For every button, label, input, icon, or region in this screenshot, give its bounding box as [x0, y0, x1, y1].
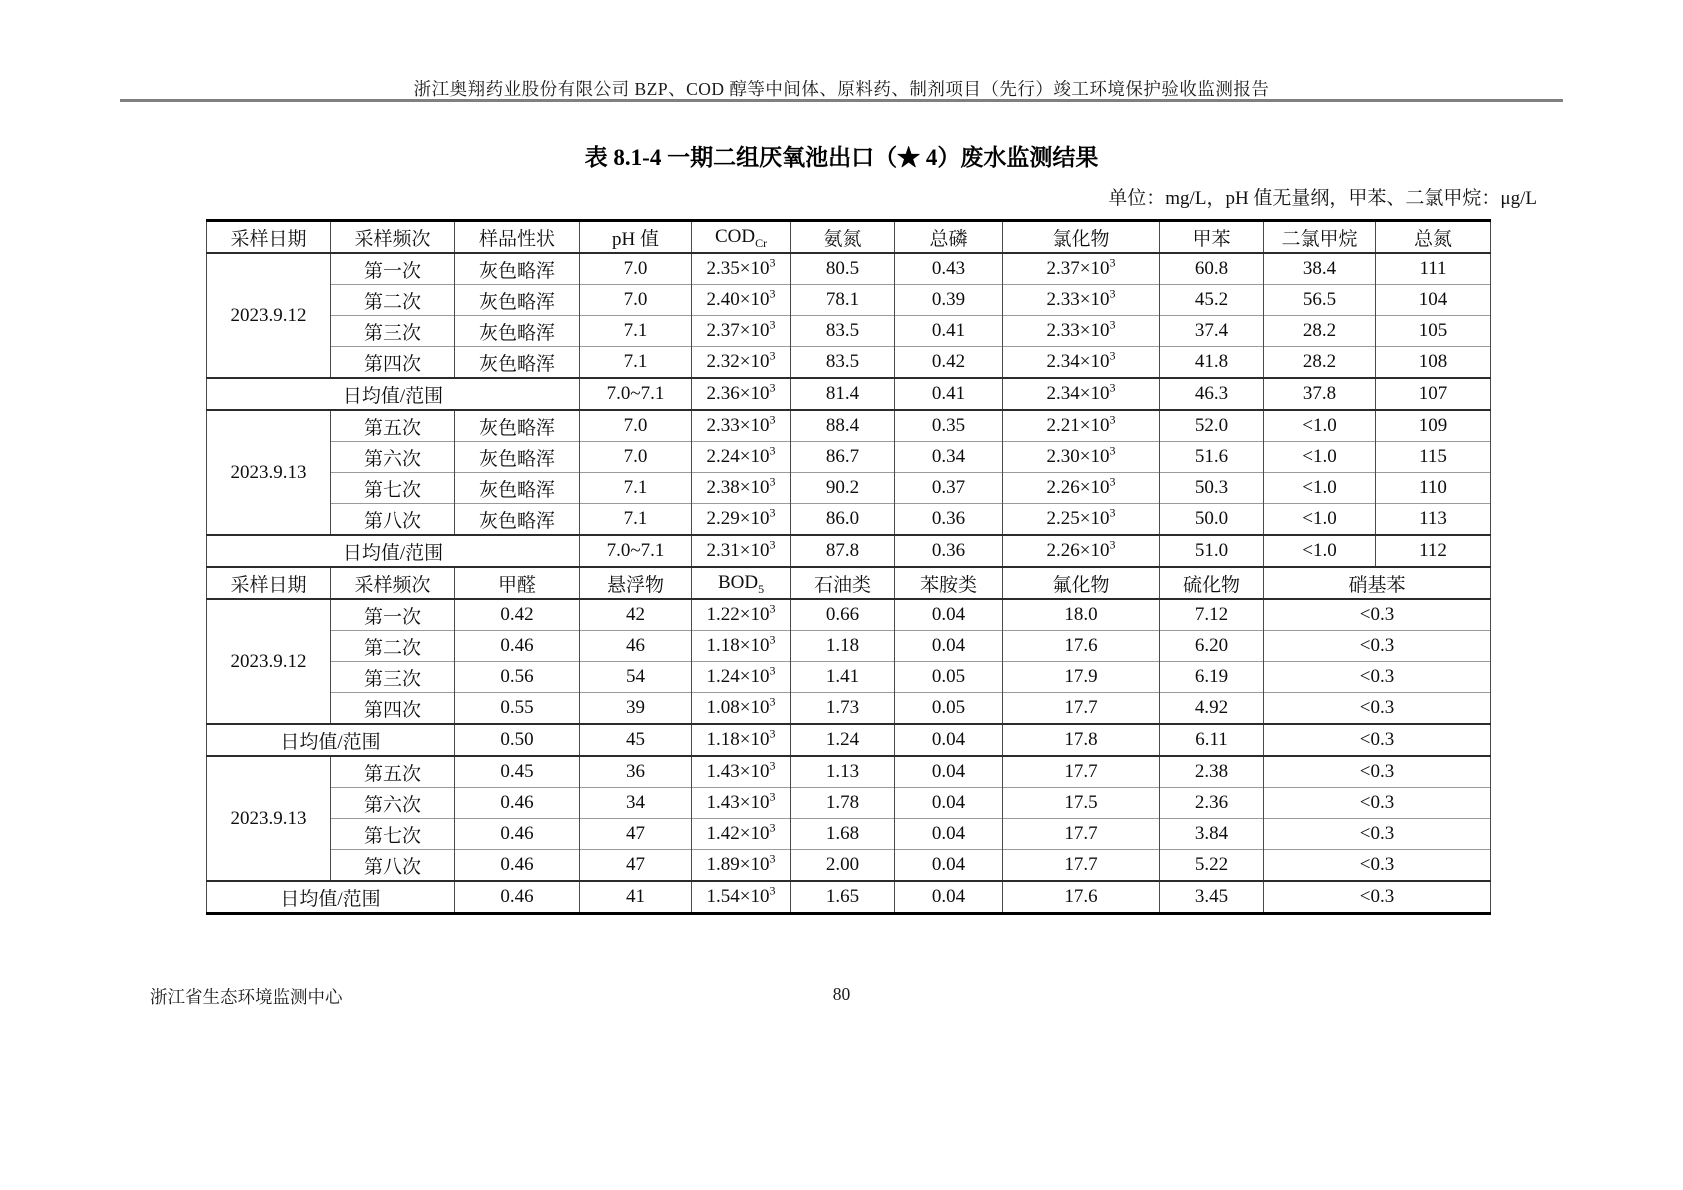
page-number: 80	[832, 984, 851, 1004]
daily-average-label-cell: 日均值/范围	[207, 724, 455, 756]
value-cell: 1.13	[791, 756, 895, 788]
column-header-cell: 氟化物	[1003, 567, 1160, 599]
table-title: 表 8.1-4 一期二组厌氧池出口（★ 4）废水监测结果	[584, 145, 1099, 170]
value-cell: <0.3	[1264, 599, 1491, 631]
value-cell: 2.38	[1160, 756, 1264, 788]
monitoring-table	[206, 219, 1491, 915]
value-cell: $1.54\times 10^3$	[692, 881, 791, 914]
value-cell: 42	[580, 599, 692, 631]
value-cell: 灰色略浑	[455, 253, 580, 285]
value-cell: 78.1	[791, 285, 895, 316]
value-cell: 第二次	[331, 631, 455, 662]
value-cell: 18.0	[1003, 599, 1160, 631]
value-cell: 6.11	[1160, 724, 1264, 756]
header-divider-line	[120, 99, 1563, 102]
value-cell: 60.8	[1160, 253, 1264, 285]
value-cell: 3.45	[1160, 881, 1264, 914]
value-cell: 灰色略浑	[455, 316, 580, 347]
value-cell: 第七次	[331, 819, 455, 850]
value-cell: 37.4	[1160, 316, 1264, 347]
value-cell: 47	[580, 850, 692, 882]
value-cell: $2.25\times 10^3$	[1003, 504, 1160, 536]
value-cell: 第五次	[331, 410, 455, 442]
value-cell: 第八次	[331, 850, 455, 882]
value-cell: 54	[580, 662, 692, 693]
value-cell: 36	[580, 756, 692, 788]
column-header-cell: 采样日期	[207, 221, 331, 254]
column-header-cell: 氯化物	[1003, 221, 1160, 254]
value-cell: 50.3	[1160, 473, 1264, 504]
column-header-cell: 硫化物	[1160, 567, 1264, 599]
value-cell: 7.12	[1160, 599, 1264, 631]
value-cell: 17.7	[1003, 819, 1160, 850]
column-header-cell: 石油类	[791, 567, 895, 599]
value-cell: 17.6	[1003, 631, 1160, 662]
value-cell: 56.5	[1264, 285, 1376, 316]
value-cell: 86.0	[791, 504, 895, 536]
value-cell: 7.0~7.1	[580, 535, 692, 567]
value-cell: 7.0	[580, 285, 692, 316]
value-cell: $1.22\times 10^3$	[692, 599, 791, 631]
value-cell: 1.78	[791, 788, 895, 819]
value-cell: $1.42\times 10^3$	[692, 819, 791, 850]
value-cell: 83.5	[791, 347, 895, 379]
value-cell: $1.43\times 10^3$	[692, 788, 791, 819]
value-cell: <0.3	[1264, 662, 1491, 693]
value-cell: 0.46	[455, 788, 580, 819]
value-cell: 39	[580, 693, 692, 725]
value-cell: 0.39	[895, 285, 1003, 316]
value-cell: $2.30\times 10^3$	[1003, 442, 1160, 473]
value-cell: 51.6	[1160, 442, 1264, 473]
value-cell: 第三次	[331, 662, 455, 693]
column-header-cell: 氨氮	[791, 221, 895, 254]
column-header-cell: 采样日期	[207, 567, 331, 599]
sample-date-cell: 2023.9.13	[207, 756, 331, 881]
value-cell: $2.32\times 10^3$	[692, 347, 791, 379]
value-cell: 0.04	[895, 756, 1003, 788]
value-cell: 107	[1376, 378, 1491, 410]
value-cell: 80.5	[791, 253, 895, 285]
value-cell: 0.42	[895, 347, 1003, 379]
value-cell: 50.0	[1160, 504, 1264, 536]
value-cell: 0.04	[895, 881, 1003, 914]
daily-average-label-cell: 日均值/范围	[207, 378, 580, 410]
value-cell: 7.1	[580, 473, 692, 504]
value-cell: $2.38\times 10^3$	[692, 473, 791, 504]
value-cell: 47	[580, 819, 692, 850]
value-cell: $2.34\times 10^3$	[1003, 347, 1160, 379]
value-cell: 0.46	[455, 631, 580, 662]
value-cell: 17.7	[1003, 756, 1160, 788]
value-cell: 7.1	[580, 316, 692, 347]
value-cell: 0.04	[895, 819, 1003, 850]
column-header-cell: 采样频次	[331, 567, 455, 599]
value-cell: 2.00	[791, 850, 895, 882]
value-cell: 第七次	[331, 473, 455, 504]
value-cell: 110	[1376, 473, 1491, 504]
value-cell: 115	[1376, 442, 1491, 473]
value-cell: 0.36	[895, 504, 1003, 536]
value-cell: 113	[1376, 504, 1491, 536]
value-cell: 0.42	[455, 599, 580, 631]
value-cell: 17.5	[1003, 788, 1160, 819]
value-cell: $1.08\times 10^3$	[692, 693, 791, 725]
value-cell: 0.04	[895, 724, 1003, 756]
value-cell: <1.0	[1264, 473, 1376, 504]
value-cell: 45.2	[1160, 285, 1264, 316]
value-cell: $2.24\times 10^3$	[692, 442, 791, 473]
column-header-cell: 二氯甲烷	[1264, 221, 1376, 254]
column-header-cell: 总磷	[895, 221, 1003, 254]
value-cell: 0.34	[895, 442, 1003, 473]
value-cell: 81.4	[791, 378, 895, 410]
column-header-cell: 悬浮物	[580, 567, 692, 599]
value-cell: 88.4	[791, 410, 895, 442]
value-cell: 0.04	[895, 631, 1003, 662]
value-cell: $1.24\times 10^3$	[692, 662, 791, 693]
value-cell: 41	[580, 881, 692, 914]
value-cell: 0.43	[895, 253, 1003, 285]
value-cell: $2.37\times 10^3$	[692, 316, 791, 347]
value-cell: 83.5	[791, 316, 895, 347]
daily-average-label-cell: <0.3	[1264, 724, 1491, 756]
value-cell: $1.18\times 10^3$	[692, 631, 791, 662]
value-cell: $2.21\times 10^3$	[1003, 410, 1160, 442]
value-cell: $2.36\times 10^3$	[692, 378, 791, 410]
value-cell: 第六次	[331, 442, 455, 473]
value-cell: <1.0	[1264, 410, 1376, 442]
daily-average-label-cell: <0.3	[1264, 881, 1491, 914]
value-cell: 46.3	[1160, 378, 1264, 410]
value-cell: $2.35\times 10^3$	[692, 253, 791, 285]
value-cell: 7.1	[580, 347, 692, 379]
value-cell: 第六次	[331, 788, 455, 819]
value-cell: 0.45	[455, 756, 580, 788]
value-cell: $2.26\times 10^3$	[1003, 473, 1160, 504]
daily-average-label-cell: 日均值/范围	[207, 535, 580, 567]
value-cell: 108	[1376, 347, 1491, 379]
value-cell: $1.18\times 10^3$	[692, 724, 791, 756]
value-cell: 46	[580, 631, 692, 662]
value-cell: <0.3	[1264, 819, 1491, 850]
unit-note: 单位：mg/L，pH 值无量纲，甲苯、二氯甲烷：μg/L	[1108, 188, 1537, 209]
value-cell: 112	[1376, 535, 1491, 567]
value-cell: 0.04	[895, 788, 1003, 819]
monitoring-table-body	[207, 221, 1491, 914]
value-cell: <0.3	[1264, 756, 1491, 788]
value-cell: 3.84	[1160, 819, 1264, 850]
value-cell: 17.7	[1003, 850, 1160, 882]
value-cell: 6.19	[1160, 662, 1264, 693]
value-cell: 38.4	[1264, 253, 1376, 285]
value-cell: <1.0	[1264, 504, 1376, 536]
value-cell: 6.20	[1160, 631, 1264, 662]
value-cell: 0.55	[455, 693, 580, 725]
value-cell: 7.0~7.1	[580, 378, 692, 410]
value-cell: 第四次	[331, 693, 455, 725]
value-cell: 0.05	[895, 662, 1003, 693]
value-cell: 灰色略浑	[455, 347, 580, 379]
value-cell: 0.66	[791, 599, 895, 631]
value-cell: 37.8	[1264, 378, 1376, 410]
value-cell: 7.1	[580, 504, 692, 536]
value-cell: 0.05	[895, 693, 1003, 725]
value-cell: 5.22	[1160, 850, 1264, 882]
value-cell: 28.2	[1264, 347, 1376, 379]
value-cell: 1.68	[791, 819, 895, 850]
value-cell: 1.41	[791, 662, 895, 693]
value-cell: 7.0	[580, 253, 692, 285]
footer-organization: 浙江省生态环境监测中心	[150, 987, 343, 1007]
value-cell: 4.92	[1160, 693, 1264, 725]
value-cell: 105	[1376, 316, 1491, 347]
value-cell: $2.33\times 10^3$	[692, 410, 791, 442]
table-container	[206, 219, 1491, 915]
value-cell: <1.0	[1264, 442, 1376, 473]
sample-date-cell: 2023.9.12	[207, 599, 331, 724]
column-header-cell: pH 值	[580, 221, 692, 254]
value-cell: 第五次	[331, 756, 455, 788]
value-cell: 0.41	[895, 378, 1003, 410]
value-cell: 17.8	[1003, 724, 1160, 756]
column-header-cell: 总氮	[1376, 221, 1491, 254]
value-cell: 52.0	[1160, 410, 1264, 442]
value-cell: 28.2	[1264, 316, 1376, 347]
value-cell: 第一次	[331, 599, 455, 631]
value-cell: 灰色略浑	[455, 473, 580, 504]
value-cell: 2.36	[1160, 788, 1264, 819]
value-cell: $2.31\times 10^3$	[692, 535, 791, 567]
value-cell: 灰色略浑	[455, 504, 580, 536]
value-cell: <1.0	[1264, 535, 1376, 567]
column-header-cell: $COD_{Cr}$	[692, 221, 791, 254]
value-cell: 第一次	[331, 253, 455, 285]
daily-average-label-cell: 日均值/范围	[207, 881, 455, 914]
document-header-text: 浙江奥翔药业股份有限公司 BZP、COD 醇等中间体、原料药、制剂项目（先行）竣工环境保护验收监测报告	[413, 79, 1270, 99]
value-cell: 41.8	[1160, 347, 1264, 379]
value-cell: 109	[1376, 410, 1491, 442]
value-cell: 1.73	[791, 693, 895, 725]
value-cell: $2.37\times 10^3$	[1003, 253, 1160, 285]
value-cell: 0.50	[455, 724, 580, 756]
value-cell: 1.18	[791, 631, 895, 662]
value-cell: <0.3	[1264, 850, 1491, 882]
value-cell: 0.37	[895, 473, 1003, 504]
sample-date-cell: 2023.9.12	[207, 253, 331, 378]
value-cell: 0.46	[455, 850, 580, 882]
column-header-cell: 采样频次	[331, 221, 455, 254]
value-cell: 17.9	[1003, 662, 1160, 693]
value-cell: 104	[1376, 285, 1491, 316]
value-cell: 86.7	[791, 442, 895, 473]
value-cell: 0.04	[895, 599, 1003, 631]
value-cell: 34	[580, 788, 692, 819]
value-cell: <0.3	[1264, 693, 1491, 725]
value-cell: 90.2	[791, 473, 895, 504]
value-cell: 0.36	[895, 535, 1003, 567]
value-cell: 45	[580, 724, 692, 756]
value-cell: 0.56	[455, 662, 580, 693]
column-header-cell: 甲苯	[1160, 221, 1264, 254]
value-cell: $2.34\times 10^3$	[1003, 378, 1160, 410]
value-cell: 0.35	[895, 410, 1003, 442]
value-cell: 灰色略浑	[455, 410, 580, 442]
value-cell: 灰色略浑	[455, 442, 580, 473]
value-cell: 17.7	[1003, 693, 1160, 725]
value-cell: 7.0	[580, 410, 692, 442]
value-cell: 第八次	[331, 504, 455, 536]
value-cell: 0.46	[455, 881, 580, 914]
value-cell: 0.46	[455, 819, 580, 850]
value-cell: <0.3	[1264, 631, 1491, 662]
value-cell: $2.40\times 10^3$	[692, 285, 791, 316]
value-cell: 111	[1376, 253, 1491, 285]
value-cell: $2.26\times 10^3$	[1003, 535, 1160, 567]
value-cell: 第四次	[331, 347, 455, 379]
value-cell: 87.8	[791, 535, 895, 567]
value-cell: $2.33\times 10^3$	[1003, 316, 1160, 347]
value-cell: 0.04	[895, 850, 1003, 882]
column-header-cell: $BOD_5$	[692, 567, 791, 599]
value-cell: $2.29\times 10^3$	[692, 504, 791, 536]
value-cell: 1.65	[791, 881, 895, 914]
column-header-cell: 硝基苯	[1264, 567, 1491, 599]
value-cell: 1.24	[791, 724, 895, 756]
column-header-cell: 甲醛	[455, 567, 580, 599]
value-cell: 51.0	[1160, 535, 1264, 567]
value-cell: 7.0	[580, 442, 692, 473]
value-cell: $1.43\times 10^3$	[692, 756, 791, 788]
value-cell: 灰色略浑	[455, 285, 580, 316]
column-header-cell: 样品性状	[455, 221, 580, 254]
value-cell: 第三次	[331, 316, 455, 347]
value-cell: <0.3	[1264, 788, 1491, 819]
value-cell: $2.33\times 10^3$	[1003, 285, 1160, 316]
value-cell: 17.6	[1003, 881, 1160, 914]
value-cell: 0.41	[895, 316, 1003, 347]
value-cell: 第二次	[331, 285, 455, 316]
value-cell: $1.89\times 10^3$	[692, 850, 791, 882]
column-header-cell: 苯胺类	[895, 567, 1003, 599]
sample-date-cell: 2023.9.13	[207, 410, 331, 535]
